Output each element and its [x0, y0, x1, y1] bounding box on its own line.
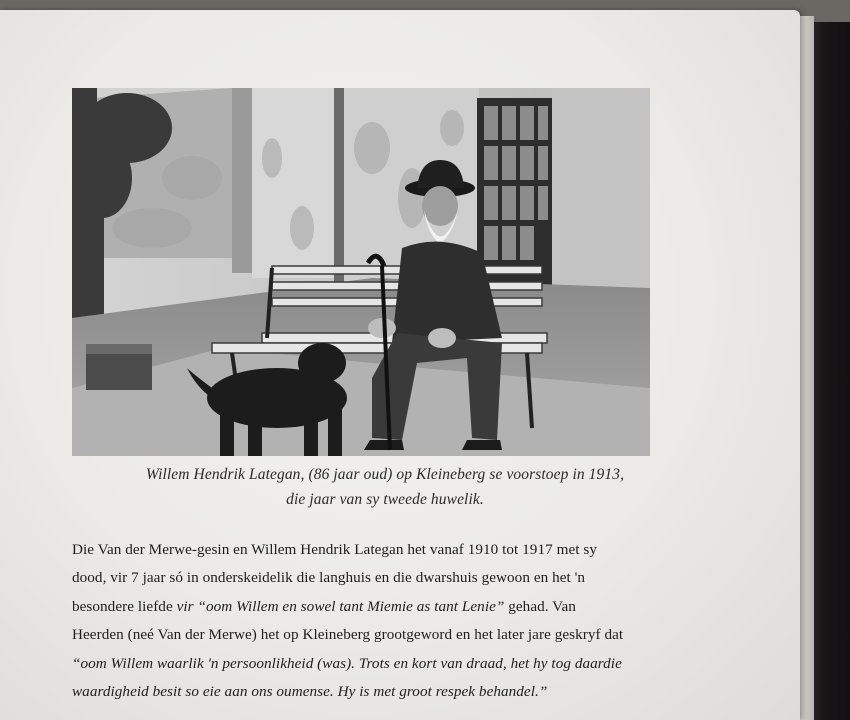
historical-photograph — [72, 88, 650, 456]
photo-illustration — [72, 88, 650, 456]
paragraph-line-1: Die Van der Merwe-gesin en Willem Hendrik Lategan het vanaf 1910 tot 1917 met sy — [72, 541, 597, 558]
paragraph-line-4: Heerden (neé Van der Merwe) het op Kleineberg grootgeword en het later jare geskryf dat — [72, 626, 624, 643]
text-run: gehad. Van — [504, 598, 576, 615]
photo-caption-line-2: die jaar van sy tweede huwelik. — [286, 491, 484, 508]
paragraph-line-6-quote: waardigheid besit so eie aan ons oumense. Hy is met groot respek behandel.” — [72, 683, 548, 700]
paragraph-line-3 — [72, 598, 712, 616]
text-run: besondere liefde — [72, 598, 177, 615]
paragraph-line-5-quote: “oom Willem waarlik 'n persoonlikheid (was). Trots en kort van draad, het hy tog daardie — [72, 655, 622, 672]
photo-caption-line-1: Willem Hendrik Lategan, (86 jaar oud) op Kleineberg se voorstoep in 1913, — [145, 466, 625, 483]
italic-quote: vir “oom Willem en sowel tant Miemie as tant Lenie” — [176, 598, 505, 615]
book-binding — [808, 22, 850, 720]
book-page — [0, 10, 800, 720]
paragraph-line-2: dood, vir 7 jaar só in onderskeidelik die langhuis en die dwarshuis gewoon en het 'n — [72, 569, 586, 586]
